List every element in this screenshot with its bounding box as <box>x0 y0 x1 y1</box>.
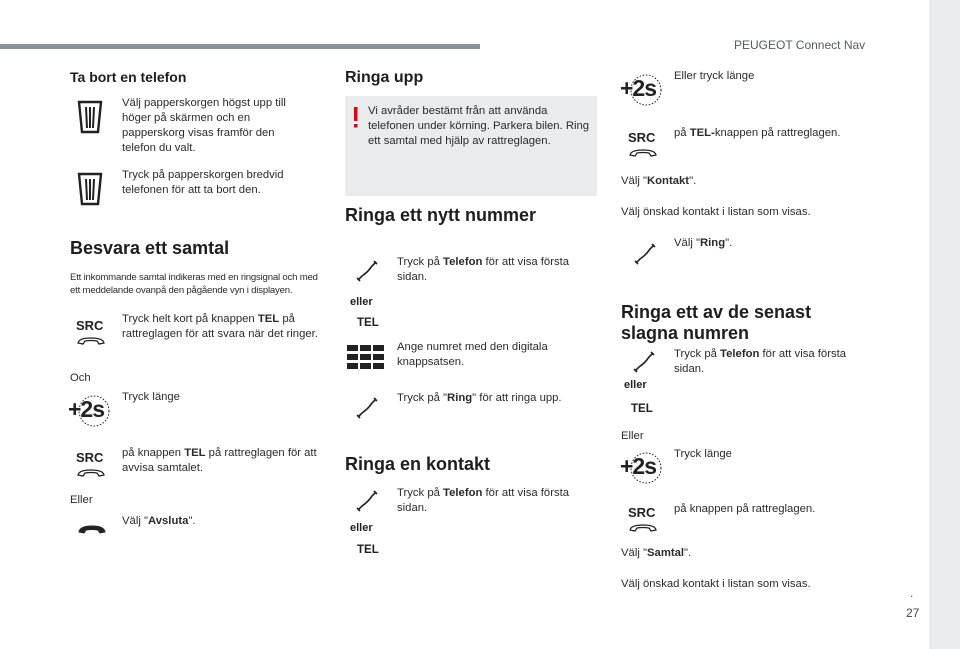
tel-button-post: knappen på rattreglagen. <box>714 127 841 139</box>
ring-post: ". <box>725 237 733 249</box>
select-contact-step <box>621 174 696 189</box>
answer-intro: Ett inkommande samtal indikeras med en ringsignal och med ett meddelande ovanpå den pågående vyn i displayen. <box>70 272 318 296</box>
tel-button-step <box>674 126 840 141</box>
tel-label: TEL <box>631 403 653 415</box>
recent-step-1-post: för att visa första sidan. <box>674 348 847 375</box>
tel-label: TEL <box>357 317 379 329</box>
page-mark: . <box>910 586 914 600</box>
new-step-1-bold: Telefon <box>443 256 483 268</box>
src-label: SRC <box>76 318 104 333</box>
two-seconds-label: +2s <box>68 396 105 422</box>
tel-label: TEL <box>357 544 379 556</box>
recent-step-1 <box>674 347 864 377</box>
steering-button-step: på knappen på rattreglagen. <box>674 503 816 515</box>
end-call-bold: Avsluta <box>148 515 189 527</box>
select-in-list: Välj önskad kontakt i listan som visas. <box>621 206 811 218</box>
answer-step-1 <box>122 312 318 342</box>
select-calls-pre: Välj " <box>621 547 647 559</box>
new-step-3-post: " för att ringa upp. <box>472 392 562 404</box>
answer-step-1-bold: TEL <box>257 313 280 325</box>
phone-icon <box>355 259 379 283</box>
hang-up-icon <box>76 523 108 535</box>
press-long-label: Tryck länge <box>122 391 180 403</box>
src-phone-icon <box>627 505 659 535</box>
ring-pre: Välj " <box>674 237 700 249</box>
select-calls-post: ". <box>684 547 692 559</box>
side-strip <box>929 0 960 649</box>
reject-step <box>122 446 318 476</box>
eller-label: Eller <box>70 494 93 506</box>
phone-icon <box>633 242 657 266</box>
tel-button-pre: på <box>674 127 690 139</box>
contact-step-1-pre: Tryck på <box>397 487 444 499</box>
new-step-3-bold: Ring <box>447 392 473 404</box>
remove-phone-title: Ta bort en telefon <box>70 69 187 85</box>
call-title: Ringa upp <box>345 69 424 86</box>
header-bar <box>0 44 480 49</box>
new-step-1 <box>397 255 587 285</box>
end-call-step <box>122 514 196 529</box>
new-step-1-pre: Tryck på <box>397 256 444 268</box>
remove-step-2: Tryck på papperskorgen bredvid telefonen för att ta bort den. <box>122 169 284 196</box>
eller-label: eller <box>624 379 647 391</box>
select-in-list-2: Välj önskad kontakt i listan som visas. <box>621 578 811 590</box>
warning-text: Vi avråder bestämt från att använda telefonen under körning. Parkera bilen. Ring ett samtal med hjälp av rattreglagen. <box>368 105 590 147</box>
src-phone-icon <box>75 450 107 480</box>
contact-step-1 <box>397 486 587 516</box>
remove-step-1: Välj papperskorgen högst upp till höger på skärmen och en papperskorg visas framför den telefon du valt. <box>122 97 286 154</box>
och-label: Och <box>70 372 91 384</box>
reject-step-pre: på knappen <box>122 447 185 459</box>
new-step-3-pre: Tryck på " <box>397 392 448 404</box>
phone-icon <box>632 350 656 374</box>
src-label: SRC <box>628 505 656 520</box>
press-long-label: Eller tryck länge <box>674 70 755 82</box>
new-number-title: Ringa ett nytt nummer <box>345 205 537 225</box>
new-step-1-post: för att visa första sidan. <box>397 256 570 283</box>
select-calls-step <box>621 546 691 561</box>
tel-button-bold: TEL- <box>689 127 715 139</box>
keypad-icon <box>347 345 385 373</box>
src-phone-icon <box>627 130 659 160</box>
eller-label-2: Eller <box>621 430 644 442</box>
recent-calls-title: Ringa ett av de senast slagna numren <box>621 302 812 343</box>
new-step-3 <box>397 391 562 406</box>
select-contact-post: ". <box>689 175 697 187</box>
contact-step-1-bold: Telefon <box>443 487 483 499</box>
select-contact-pre: Välj " <box>621 175 647 187</box>
reject-step-bold: TEL <box>184 447 206 459</box>
src-label: SRC <box>628 130 656 145</box>
trash-icon <box>77 100 103 134</box>
press-long-label: Tryck länge <box>674 448 732 460</box>
ring-bold: Ring <box>700 237 726 249</box>
recent-step-1-bold: Telefon <box>720 348 760 360</box>
trash-icon <box>77 172 103 206</box>
eller-label: eller <box>350 296 373 308</box>
recent-step-1-pre: Tryck på <box>674 348 721 360</box>
phone-icon <box>355 396 379 420</box>
select-calls-bold: Samtal <box>647 547 685 559</box>
src-label: SRC <box>76 450 104 465</box>
answer-step-1-pre: Tryck helt kort på knappen <box>122 313 258 325</box>
select-contact-bold: Kontakt <box>647 175 690 187</box>
two-seconds-label: +2s <box>620 453 657 479</box>
new-step-2: Ange numret med den digitala knappsatsen. <box>397 341 548 368</box>
ring-step <box>674 236 732 251</box>
end-call-pre: Välj " <box>122 515 148 527</box>
brand-label: PEUGEOT Connect Nav <box>734 38 866 52</box>
page-number: 27 <box>906 606 920 620</box>
contact-title: Ringa en kontakt <box>345 454 491 474</box>
answer-call-title: Besvara ett samtal <box>70 238 230 258</box>
end-call-post: ". <box>188 515 196 527</box>
eller-label: eller <box>350 522 373 534</box>
two-seconds-label: +2s <box>620 75 657 101</box>
phone-icon <box>355 489 379 513</box>
answer-step-1-post: på rattreglagen för att svara när det ringer. <box>122 313 318 340</box>
contact-step-1-post: för att visa första sidan. <box>397 487 570 514</box>
reject-step-post: på rattreglagen för att avvisa samtalet. <box>122 447 317 474</box>
warning-exclamation-icon <box>349 107 363 129</box>
src-phone-icon <box>75 318 107 348</box>
